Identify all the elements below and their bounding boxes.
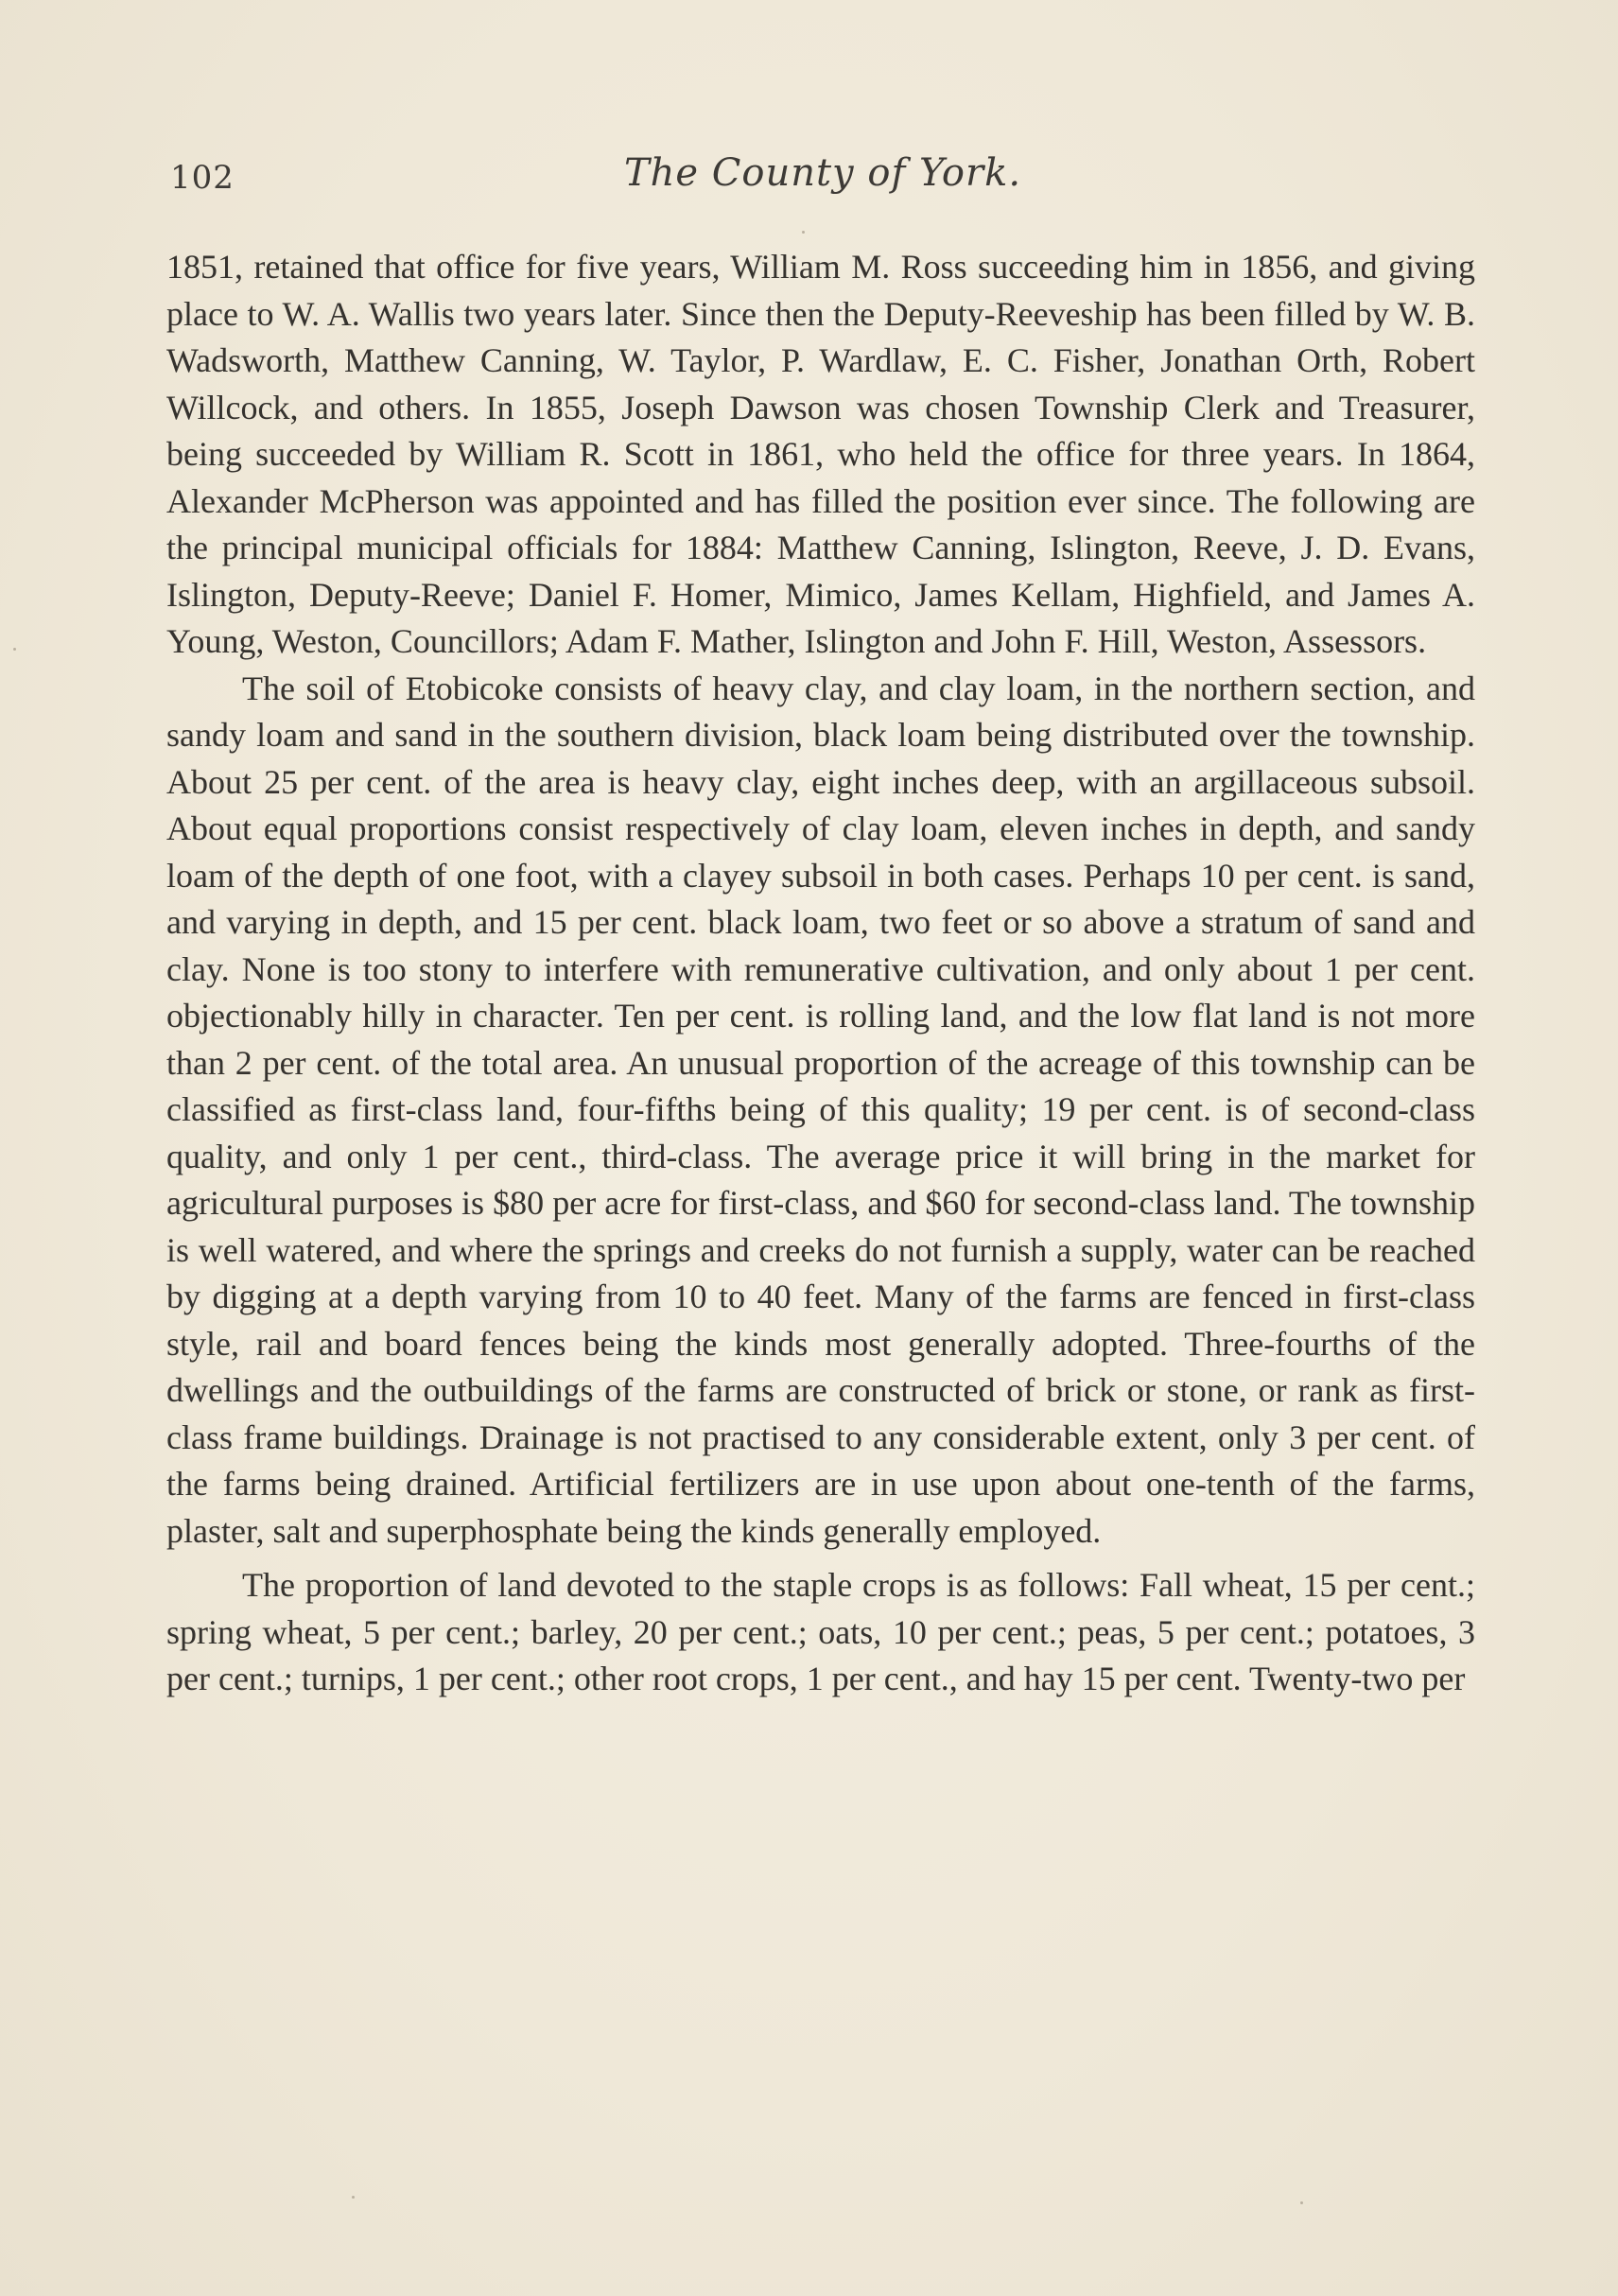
paper-speck — [352, 2196, 355, 2199]
page-header — [170, 151, 1475, 208]
paragraph-soil: The soil of Etobicoke consists of heavy clay, and clay loam, in the northern section, and sandy loam and sand in the southern division, black loam being distributed over the township. About 25 per cent. of the area is heavy clay, eight inches deep, with an argillaceous subsoil. About equal proportions consist respectively of clay loam, eleven inches in depth, and sandy loam of the depth of one foot, with a clayey subsoil in both cases. Perhaps 10 per cent. is sand, and varying in depth, and 15 per cent. black loam, two feet or so above a stratum of sand and clay. None is too stony to interfere with remunerative cultivation, and only about 1 per cent. objectionably hilly in character. Ten per cent. is rolling land, and the low flat land is not more than 2 per cent. of the total area. An unusual proportion of the acreage of this township can be classified as first-class land, four-fifths being of this quality; 19 per cent. is of second-class quality, and only 1 per cent., third-class. The average price it will bring in the market for agricultural purposes is $80 per acre for first-class, and $60 for second-class land. The township is well watered, and where the springs and creeks do not furnish a supply, water can be reached by digging at a depth varying from 10 to 40 feet. Many of the farms are fenced in first-class style, rail and board fences being the kinds most generally adopted. Three-fourths of the dwellings and the outbuildings of the farms are constructed of brick or stone, or rank as first-class frame buildings. Drainage is not practised to any considerable extent, only 3 per cent. of the farms being drained. Artificial fertilizers are in use upon about one-tenth of the farms, plaster, salt and superphosphate being the kinds generally employed. — [166, 669, 1475, 1550]
paper-speck — [802, 231, 805, 234]
paper-speck — [13, 648, 16, 651]
paragraph-crops: The proportion of land devoted to the staple crops is as follows: Fall wheat, 15 per cent.; spring wheat, 5 per cent.; barley, 20 per cent.; oats, 10 per cent.; peas, 5 per cent.; potatoes, 3 per cent.; turnips, 1 per cent.; other root crops, 1 per cent., and hay 15 per cent. Twenty-two per — [166, 1566, 1475, 1697]
body-text — [166, 244, 1475, 1703]
paragraph-continuation: 1851, retained that office for five years, William M. Ross succeeding him in 1856, and giving place to W. A. Wallis two years later. Since then the Deputy-Reeveship has been filled by W. B. Wadsworth, Matthew Canning, W. Taylor, P. Wardlaw, E. C. Fisher, Jonathan Orth, Robert Willcock, and others. In 1855, Joseph Dawson was chosen Township Clerk and Treasurer, being succeeded by William R. Scott in 1861, who held the office for three years. In 1864, Alexander McPherson was appointed and has filled the position ever since. The following are the principal municipal officials for 1884: Matthew Canning, Islington, Reeve, J. D. Evans, Islington, Deputy-Reeve; Daniel F. Homer, Mimico, James Kellam, Highfield, and James A. Young, Weston, Councillors; Adam F. Mather, Islington and John F. Hill, Weston, Assessors. — [166, 248, 1475, 660]
running-title: The County of York. — [623, 151, 1022, 195]
page-number: 102 — [170, 159, 235, 197]
paper-speck — [1300, 2201, 1303, 2204]
